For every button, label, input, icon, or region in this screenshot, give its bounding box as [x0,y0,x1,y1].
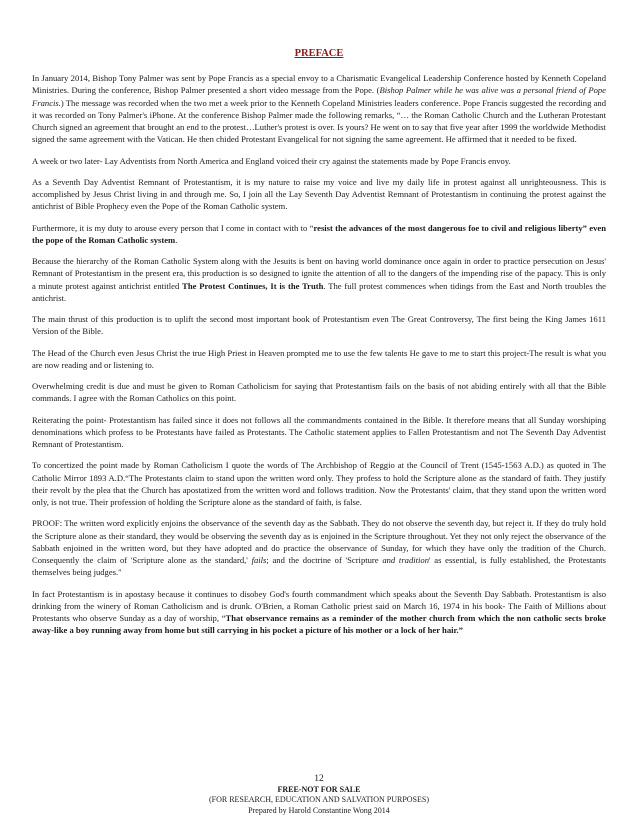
paragraph-text: Furthermore, it is my duty to arouse every person that I come in contact with to “ [32,222,314,233]
free-notice: FREE-NOT FOR SALE [277,784,361,794]
bold-text: The Protest Continues, It is the Truth [182,280,324,291]
paragraph-text: In fact Protestantism is in apostasy because it continues to disobey God's fourth commandment which speaks about the Seventh Day Sabbath. Protestantism is also drinking from the winery of Roman Catholicism and is drunk. O'Brien, a Roman Catholic priest said on March 16, 1974 in his book- The Faith of Millions about Protestants who observe Sunday as a day of worship, “ [32,588,606,623]
italic-text: and tradition [382,555,430,565]
body-paragraph [32,380,606,405]
body-paragraph [32,222,606,247]
page-title: PREFACE [294,48,344,59]
body-paragraph [32,517,606,578]
page-number: 12 [314,774,324,784]
paragraph-text: PROOF: The written word explicitly enjoins the observance of the seventh day as the Sabbath. They do not observe the seventh day, but reject it. If they do truly hold the Scripture alone as their standard, they would be observing the seventh day as is enjoined in the Scripture throughout. Yet they not only reject the observance of the Sabbath enjoined in the written word, but they have adopted and do practice the observance of Sunday, for which they have only the tradition of the Church. Consequently the claim of 'Scripture alone as the standard,' [32,518,606,565]
paragraph-text: As a Seventh Day Adventist Remnant of Protestantism, it is my nature to raise my voice and live my daily life in protest against all unrighteousness. This is accomplished by Jesus Christ living in and through me. So, I join all the Lay Seventh Day Adventist Remnant of Protestantism in continuing the protest against the antichrist of Bible Prophecy even the Pope of the Roman Catholic system. [32,176,606,212]
author-credit: Prepared by Harold Constantine Wong 2014 [248,805,390,815]
body-paragraph [32,72,606,146]
paragraph-text: A week or two later- Lay Adventists from North America and England voiced their cry against the statements made by Pope Francis envoy. [32,155,511,166]
body-paragraph [32,155,606,167]
paragraph-list [32,72,606,637]
body-paragraph [32,588,606,637]
body-paragraph [32,414,606,451]
paragraph-text: In January 2014, Bishop Tony Palmer was sent by Pope Francis as a special envoy to a Charismatic Evangelical Leadership Conference hosted by Kenneth Copeland Ministries. During the conference, Bishop Palmer presented a short video message from the Pope. ( [32,73,606,96]
body-paragraph [32,176,606,213]
bold-text: That observance remains as a reminder of the mother church from which the non catholic sects broke away-like a boy running away from home but still carrying in his pocket a picture of his mother or a lock of her hair.” [32,613,606,636]
italic-text: Bishop Palmer while he was alive was a personal friend of Pope Francis. [32,85,606,108]
body-paragraph [32,313,606,338]
body-paragraph [32,459,606,508]
paragraph-text: The main thrust of this production is to uplift the second most important book of Protestantism even The Great Controversy, The first being the King James 1611 Version of the Bible. [32,314,606,337]
paragraph-text: Because the hierarchy of the Roman Catholic System along with the Jesuits is bent on having world dominance once again in order to practice persecution on Jesus' Remnant of Protestantism in the present era, this production is so designed to ignite the attention of all to the dangers of the impending rise of the papacy. This is only a minute protest against antichrist entitled [32,256,606,291]
body-paragraph [32,347,606,372]
page-footer [0,774,638,816]
paragraph-text: The Head of the Church even Jesus Christ the true High Priest in Heaven prompted me to use the few talents He gave to me to start this project-The result is what you are now reading and or listening to. [32,347,606,370]
paragraph-text: Reiterating the point- Protestantism has failed since it does not follows all the commandments contained in the Bible. It therefore means that all Sunday worshiping denominations which profess to be Protestants have failed as Protestants. The Catholic statement applies to Fallen Protestantism and not The Seventh Day Adventist Remnant of Protestantism. [32,414,606,449]
paragraph-text: ) The message was recorded when the two met a week prior to the Kenneth Copeland Ministries leaders conference. Pope Francis suggested the recording and it was recorded on Tony Palmer's iPhone. At the conference Bishop Palmer made the following remarks, “… the Roman Catholic Church and the Lutheran Protestant Church signed an agreement that brought an end to the protest…Luther's protest is over. Is yours? He went on to say that five year after 1999 the worldwide Methodist signed the same agreement with the Vatican. He then chided Protestant Evangelical for not signing the same agreement. He affirmed that it needed to be fixed. [32,97,606,145]
italic-text: fails [251,555,267,565]
bold-text: resist the advances of the most dangerous foe to civil and religious liberty” even the pope of the Roman Catholic system [32,222,606,245]
body-paragraph [32,255,606,304]
paragraph-text: To concertized the point made by Roman Catholicism I quote the words of The Archbishop of Reggio at the Council of Trent (1545-1563 A.D.) as quoted in The Catholic Mirror 1893 A.D.“The Protestants claim to stand upon the written word only. They profess to hold the Scripture alone as the standard of faith. They justify their revolt by the plea that the Church has apostatized from the written word and follows tradition. Now the Protestants' claim, that they stand upon the written word only, is not true. Their profession of holding the Scripture alone as the standard of faith, is false. [32,460,606,507]
paragraph-text: ' as essential, is fully established, the Protestants themselves being judges." [32,555,606,578]
paragraph-text: . [175,234,178,245]
purpose-notice: (FOR RESEARCH, EDUCATION AND SALVATION PURPOSES) [208,795,430,804]
paragraph-text: Overwhelming credit is due and must be given to Roman Catholicism for saying that Protestantism fails on the basis of not abiding entirely with all that the Bible commands. I agree with the Roman Catholics on this point. [32,381,606,404]
paragraph-text: ; and the doctrine of 'Scripture [266,555,383,565]
document-body [32,48,606,646]
paragraph-text: . The full protest commences when tidings from the East and North troubles the antichrist. [32,280,606,303]
